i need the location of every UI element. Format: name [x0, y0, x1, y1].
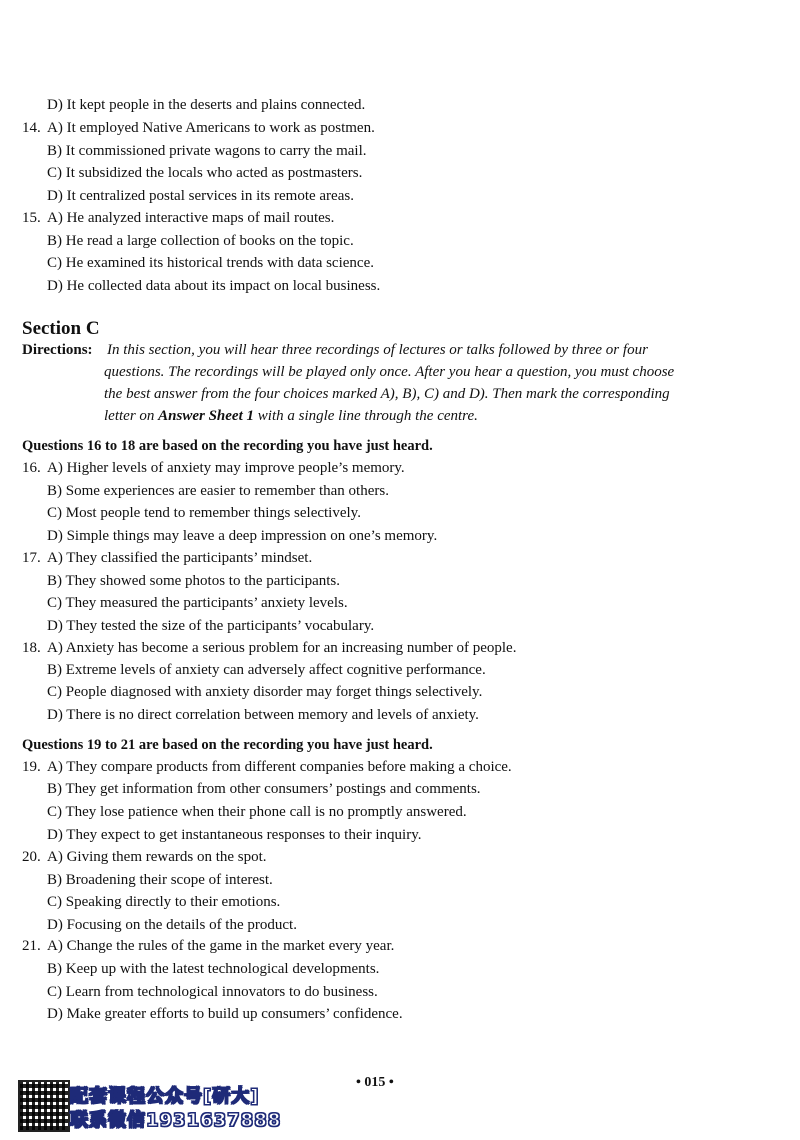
option-20-d: D) Focusing on the details of the product. — [47, 917, 297, 933]
question-19-number: 19. — [22, 759, 41, 775]
question-17-number: 17. — [22, 550, 41, 566]
promo-watermark — [18, 1080, 318, 1132]
option-20-b: B) Broadening their scope of interest. — [47, 872, 273, 888]
directions-label: Directions: — [22, 342, 93, 358]
qr-code-icon — [18, 1080, 70, 1132]
option-16-c: C) Most people tend to remember things selectively. — [47, 505, 361, 521]
option-15-d: D) He collected data about its impact on local business. — [47, 278, 381, 294]
option-18-a: A) Anxiety has become a serious problem for an increasing number of people. — [47, 640, 517, 656]
promo-line-2: 联系微信1931637888 — [70, 1110, 282, 1131]
question-15-number: 15. — [22, 210, 41, 226]
questions-16-18-heading: Questions 16 to 18 are based on the recording you have just heard. — [22, 438, 433, 454]
option-19-a: A) They compare products from different companies before making a choice. — [47, 759, 512, 775]
option-14-a: A) It employed Native Americans to work as postmen. — [47, 120, 375, 136]
option-18-d: D) There is no direct correlation between memory and levels of anxiety. — [47, 707, 479, 723]
directions-line-3: the best answer from the four choices marked A), B), C) and D). Then mark the corresponding — [104, 386, 670, 402]
directions-line-4-prefix: letter on — [104, 408, 159, 424]
option-16-a: A) Higher levels of anxiety may improve people’s memory. — [47, 460, 405, 476]
option-21-b: B) Keep up with the latest technological developments. — [47, 961, 380, 977]
option-19-b: B) They get information from other consumers’ postings and comments. — [47, 781, 481, 797]
section-c-directions — [22, 339, 782, 431]
question-16-number: 16. — [22, 460, 41, 476]
option-20-a: A) Giving them rewards on the spot. — [47, 849, 267, 865]
option-17-c: C) They measured the participants’ anxiety levels. — [47, 595, 348, 611]
question-14-number: 14. — [22, 120, 41, 136]
option-18-b: B) Extreme levels of anxiety can adversely affect cognitive performance. — [47, 662, 486, 678]
option-14-c: C) It subsidized the locals who acted as postmasters. — [47, 165, 363, 181]
directions-line-1: In this section, you will hear three recordings of lectures or talks followed by three or four — [107, 342, 648, 358]
option-21-a: A) Change the rules of the game in the market every year. — [47, 938, 395, 954]
question-21-number: 21. — [22, 938, 41, 954]
option-21-c: C) Learn from technological innovators to do business. — [47, 984, 378, 1000]
option-16-d: D) Simple things may leave a deep impression on one’s memory. — [47, 528, 438, 544]
option-14-b: B) It commissioned private wagons to carry the mail. — [47, 143, 367, 159]
option-21-d: D) Make greater efforts to build up consumers’ confidence. — [47, 1006, 403, 1022]
option-17-b: B) They showed some photos to the participants. — [47, 573, 341, 589]
option-18-c: C) People diagnosed with anxiety disorder may forget things selectively. — [47, 684, 483, 700]
directions-line-4 — [104, 405, 478, 427]
directions-line-4-suffix: with a single line through the centre. — [254, 408, 478, 424]
option-16-b: B) Some experiences are easier to remember than others. — [47, 483, 389, 499]
option-19-d: D) They expect to get instantaneous responses to their inquiry. — [47, 827, 422, 843]
option-14-d: D) It centralized postal services in its remote areas. — [47, 188, 354, 204]
section-c-title: Section C — [22, 318, 100, 339]
questions-19-21-heading: Questions 19 to 21 are based on the recording you have just heard. — [22, 737, 433, 753]
page-number: • 015 • — [356, 1075, 394, 1090]
question-20-number: 20. — [22, 849, 41, 865]
option-13-d: D) It kept people in the deserts and plains connected. — [47, 97, 366, 113]
option-15-c: C) He examined its historical trends with data science. — [47, 255, 374, 271]
option-15-a: A) He analyzed interactive maps of mail routes. — [47, 210, 335, 226]
option-15-b: B) He read a large collection of books on the topic. — [47, 233, 354, 249]
promo-line-1: 配套课程公众号[研大] — [70, 1086, 260, 1107]
question-18-number: 18. — [22, 640, 41, 656]
answer-sheet-reference: Answer Sheet 1 — [158, 408, 255, 424]
option-19-c: C) They lose patience when their phone call is no promptly answered. — [47, 804, 467, 820]
directions-line-2: questions. The recordings will be played only once. After you hear a question, you must choose — [104, 364, 675, 380]
option-20-c: C) Speaking directly to their emotions. — [47, 894, 281, 910]
option-17-d: D) They tested the size of the participants’ vocabulary. — [47, 618, 375, 634]
option-17-a: A) They classified the participants’ mindset. — [47, 550, 313, 566]
